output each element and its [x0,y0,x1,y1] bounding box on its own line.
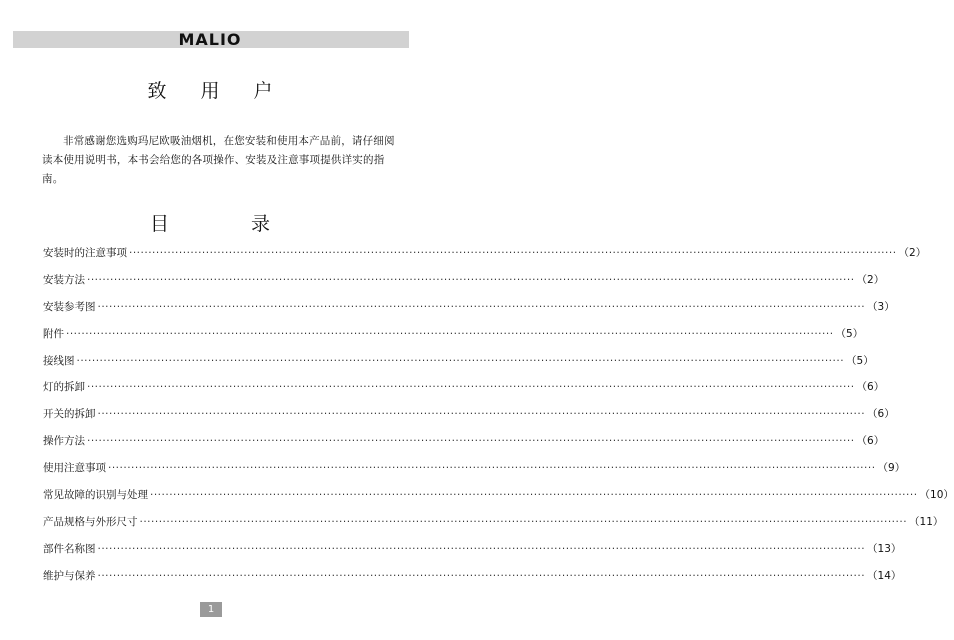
toc-entry-page: （13） [867,542,902,555]
toc-dot-leader: ········································································································································································································ [108,462,876,475]
toc-dot-leader: ········································································································································································································ [97,542,866,555]
toc-dot-leader: ········································································································································································································ [97,569,866,582]
toc-entry-label: 维护与保养 [43,569,96,582]
toc-entry-page: （2） [856,273,885,286]
toc-entry [43,245,927,272]
toc-entry-label: 安装时的注意事项 [43,247,127,259]
toc-entry-label: 产品规格与外形尺寸 [43,515,138,528]
toc-entry-label: 使用注意事项 [43,462,106,475]
toc-entry [43,460,906,487]
toc-entry-label: 灯的拆卸 [43,381,85,394]
table-of-contents [43,245,954,595]
page-number: 1 [200,602,222,617]
toc-dot-leader: ········································································································································································································ [87,273,855,286]
toc-entry [43,406,895,433]
toc-dot-leader: ········································································································································································································ [97,300,866,313]
toc-entry-label: 操作方法 [43,435,85,448]
toc-dot-leader: ········································································································································································································ [76,354,845,367]
toc-entry [43,379,885,406]
toc-entry [43,433,885,460]
toc-entry [43,272,885,299]
toc-entry-label: 安装参考图 [43,300,96,313]
toc-dot-leader: ········································································································································································································ [87,381,855,394]
toc-title: 目 录 [149,213,309,235]
toc-entry [43,541,902,568]
toc-entry-page: （9） [877,462,906,475]
toc-entry-page: （2） [898,247,927,259]
toc-dot-leader: ········································································································································································································ [87,435,855,448]
toc-entry-page: （6） [867,408,895,421]
toc-entry [43,487,954,514]
toc-entry [43,326,864,353]
toc-entry-page: （5） [835,327,864,340]
toc-dot-leader: ········································································································································································································ [66,327,834,340]
page-title: 致 用 户 [147,80,287,102]
toc-entry-page: （6） [856,381,885,394]
toc-dot-leader: ········································································································································································································ [97,408,866,421]
toc-entry-label: 附件 [43,327,64,340]
toc-entry [43,514,944,541]
toc-entry-label: 接线图 [43,354,75,367]
toc-entry [43,568,902,595]
brand-logo: MALIO [178,30,242,49]
toc-dot-leader: ········································································································································································································ [129,247,897,259]
toc-entry-page: （3） [867,300,895,313]
toc-entry-page: （11） [909,515,944,528]
toc-entry-label: 开关的拆卸 [43,408,96,421]
toc-entry [43,299,895,326]
toc-entry-page: （10） [919,489,954,502]
toc-entry-label: 安装方法 [43,273,85,286]
intro-paragraph: 非常感谢您选购玛尼欧吸油烟机，在您安装和使用本产品前，请仔细阅读本使用说明书，本书会给您的各项操作、安装及注意事项提供详实的指南。 [42,134,395,185]
toc-entry [43,353,874,380]
toc-entry-label: 部件名称图 [43,542,96,555]
toc-entry-page: （6） [856,435,885,448]
toc-dot-leader: ········································································································································································································ [150,489,918,502]
toc-entry-label: 常见故障的识别与处理 [43,489,148,502]
toc-entry-page: （5） [846,354,874,367]
toc-entry-page: （14） [867,569,902,582]
toc-dot-leader: ········································································································································································································ [139,515,908,528]
